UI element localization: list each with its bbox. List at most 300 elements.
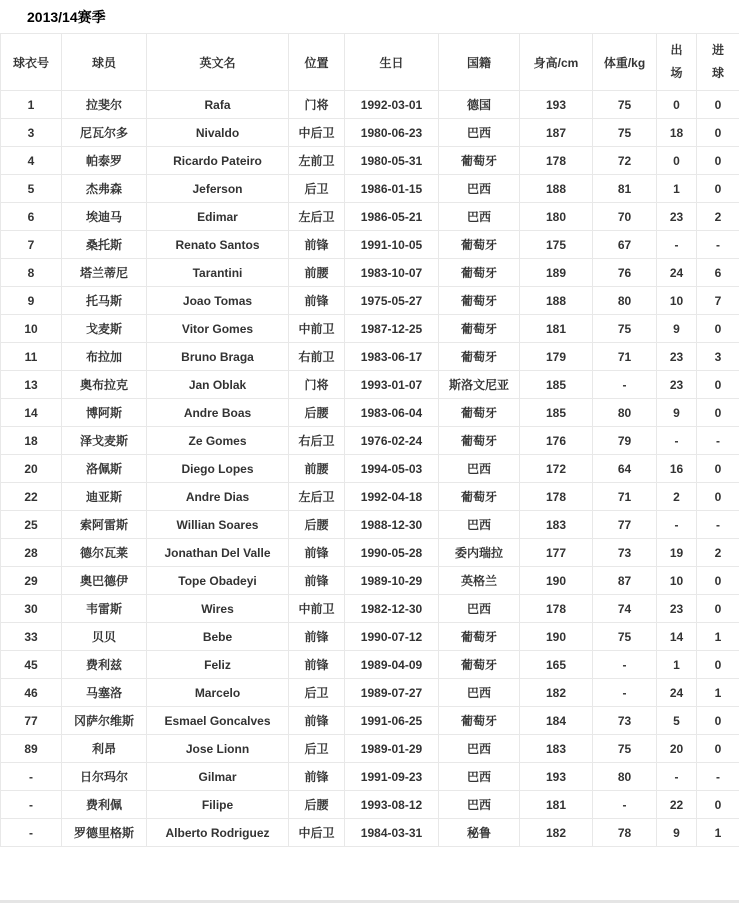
table-row [1, 791, 739, 819]
table-cell: - [697, 511, 739, 539]
table-cell: 英格兰 [439, 567, 520, 595]
table-row [1, 763, 739, 791]
table-row [1, 343, 739, 371]
table-cell: 75 [593, 735, 657, 763]
table-cell: 74 [593, 595, 657, 623]
table-cell: 193 [520, 91, 593, 119]
table-row [1, 651, 739, 679]
table-cell: 1991-09-23 [345, 763, 439, 791]
table-cell: 前锋 [289, 539, 345, 567]
table-row [1, 539, 739, 567]
column-header: 生日 [345, 34, 439, 91]
table-cell: Tarantini [147, 259, 289, 287]
table-cell: 67 [593, 231, 657, 259]
table-cell: 左后卫 [289, 483, 345, 511]
table-cell: 中前卫 [289, 315, 345, 343]
table-cell: 前腰 [289, 455, 345, 483]
table-cell: - [593, 651, 657, 679]
table-cell: 190 [520, 567, 593, 595]
table-cell: 委内瑞拉 [439, 539, 520, 567]
table-cell: 1 [657, 651, 697, 679]
table-cell: 葡萄牙 [439, 483, 520, 511]
table-cell: 183 [520, 735, 593, 763]
table-cell: Andre Boas [147, 399, 289, 427]
table-cell: 70 [593, 203, 657, 231]
page-title: 2013/14赛季 [27, 9, 106, 25]
table-cell: 后腰 [289, 791, 345, 819]
table-cell: 1976-02-24 [345, 427, 439, 455]
table-header-row [1, 34, 739, 91]
table-cell: 19 [657, 539, 697, 567]
table-cell: 葡萄牙 [439, 259, 520, 287]
table-cell: - [697, 231, 739, 259]
table-cell: 葡萄牙 [439, 287, 520, 315]
table-cell: 葡萄牙 [439, 315, 520, 343]
table-cell: Marcelo [147, 679, 289, 707]
table-cell: 洛佩斯 [62, 455, 147, 483]
table-cell: 177 [520, 539, 593, 567]
column-header: 球衣号 [1, 34, 62, 91]
table-row [1, 707, 739, 735]
table-row [1, 147, 739, 175]
table-cell: 184 [520, 707, 593, 735]
table-cell: 1 [657, 175, 697, 203]
table-cell: 0 [697, 455, 739, 483]
squad-table [0, 33, 739, 847]
table-cell: - [697, 427, 739, 455]
table-cell: - [657, 427, 697, 455]
table-cell: 10 [657, 567, 697, 595]
table-cell: 172 [520, 455, 593, 483]
table-row [1, 679, 739, 707]
table-cell: 10 [1, 315, 62, 343]
table-row [1, 735, 739, 763]
table-cell: Filipe [147, 791, 289, 819]
table-cell: 门将 [289, 91, 345, 119]
table-cell: 0 [697, 147, 739, 175]
column-header: 出场 [657, 34, 697, 91]
table-cell: Jeferson [147, 175, 289, 203]
table-cell: 塔兰蒂尼 [62, 259, 147, 287]
table-cell: 1983-06-04 [345, 399, 439, 427]
table-row [1, 203, 739, 231]
table-cell: 30 [1, 595, 62, 623]
table-cell: 24 [657, 679, 697, 707]
table-cell: 1987-12-25 [345, 315, 439, 343]
table-cell: 189 [520, 259, 593, 287]
table-row [1, 315, 739, 343]
table-cell: Renato Santos [147, 231, 289, 259]
table-cell: 0 [697, 567, 739, 595]
table-body [1, 91, 739, 847]
table-cell: Alberto Rodriguez [147, 819, 289, 847]
table-cell: Jose Lionn [147, 735, 289, 763]
column-header: 位置 [289, 34, 345, 91]
table-cell: - [697, 763, 739, 791]
table-cell: 9 [1, 287, 62, 315]
table-cell: 188 [520, 175, 593, 203]
table-cell: 29 [1, 567, 62, 595]
table-cell: 187 [520, 119, 593, 147]
table-cell: 巴西 [439, 119, 520, 147]
table-cell: 22 [1, 483, 62, 511]
table-cell: 0 [697, 399, 739, 427]
table-cell: 185 [520, 371, 593, 399]
table-cell: 1989-10-29 [345, 567, 439, 595]
table-cell: Jonathan Del Valle [147, 539, 289, 567]
table-cell: 右前卫 [289, 343, 345, 371]
table-row [1, 595, 739, 623]
table-cell: 左后卫 [289, 203, 345, 231]
table-cell: 1992-03-01 [345, 91, 439, 119]
table-cell: 16 [657, 455, 697, 483]
table-cell: 87 [593, 567, 657, 595]
table-cell: 葡萄牙 [439, 399, 520, 427]
table-cell: 1983-10-07 [345, 259, 439, 287]
table-cell: Feliz [147, 651, 289, 679]
table-row [1, 259, 739, 287]
table-cell: 73 [593, 707, 657, 735]
table-row [1, 91, 739, 119]
table-cell: 18 [1, 427, 62, 455]
table-cell: 0 [657, 91, 697, 119]
table-cell: 1982-12-30 [345, 595, 439, 623]
table-cell: 76 [593, 259, 657, 287]
table-cell: 23 [657, 595, 697, 623]
table-cell: 1 [1, 91, 62, 119]
table-cell: 0 [697, 791, 739, 819]
table-cell: 前锋 [289, 763, 345, 791]
table-cell: 1991-10-05 [345, 231, 439, 259]
table-cell: 利昂 [62, 735, 147, 763]
table-cell: 23 [657, 203, 697, 231]
table-cell: Andre Dias [147, 483, 289, 511]
table-cell: 博阿斯 [62, 399, 147, 427]
table-cell: 拉斐尔 [62, 91, 147, 119]
table-cell: 13 [1, 371, 62, 399]
table-cell: 布拉加 [62, 343, 147, 371]
table-cell: 75 [593, 119, 657, 147]
column-header: 球员 [62, 34, 147, 91]
table-cell: 185 [520, 399, 593, 427]
table-cell: 0 [697, 91, 739, 119]
table-cell: 奥布拉克 [62, 371, 147, 399]
table-cell: 33 [1, 623, 62, 651]
table-cell: 180 [520, 203, 593, 231]
table-cell: 0 [697, 315, 739, 343]
table-cell: 178 [520, 147, 593, 175]
table-cell: Jan Oblak [147, 371, 289, 399]
table-cell: 3 [697, 343, 739, 371]
table-cell: 费利佩 [62, 791, 147, 819]
table-cell: 中后卫 [289, 819, 345, 847]
table-cell: 1989-04-09 [345, 651, 439, 679]
table-cell: 1990-07-12 [345, 623, 439, 651]
table-cell: 5 [1, 175, 62, 203]
table-cell: 0 [697, 371, 739, 399]
table-cell: - [657, 231, 697, 259]
table-cell: 71 [593, 343, 657, 371]
table-cell: Gilmar [147, 763, 289, 791]
table-cell: Esmael Goncalves [147, 707, 289, 735]
table-cell: 1993-08-12 [345, 791, 439, 819]
table-cell: 182 [520, 819, 593, 847]
table-cell: 1980-05-31 [345, 147, 439, 175]
table-cell: 后卫 [289, 735, 345, 763]
column-header: 国籍 [439, 34, 520, 91]
table-cell: 20 [1, 455, 62, 483]
table-cell: 1993-01-07 [345, 371, 439, 399]
table-cell: 178 [520, 595, 593, 623]
table-cell: 7 [1, 231, 62, 259]
table-cell: Diego Lopes [147, 455, 289, 483]
table-row [1, 427, 739, 455]
table-row [1, 819, 739, 847]
table-cell: Edimar [147, 203, 289, 231]
table-cell: 葡萄牙 [439, 147, 520, 175]
table-cell: Vitor Gomes [147, 315, 289, 343]
table-cell: Tope Obadeyi [147, 567, 289, 595]
table-cell: 巴西 [439, 679, 520, 707]
table-cell: 后腰 [289, 511, 345, 539]
table-cell: 巴西 [439, 455, 520, 483]
table-cell: 前锋 [289, 707, 345, 735]
table-cell: 后卫 [289, 679, 345, 707]
table-cell: 178 [520, 483, 593, 511]
table-cell: 22 [657, 791, 697, 819]
table-cell: 28 [1, 539, 62, 567]
table-row [1, 175, 739, 203]
table-cell: Ze Gomes [147, 427, 289, 455]
table-cell: 23 [657, 371, 697, 399]
table-cell: Rafa [147, 91, 289, 119]
table-cell: 1 [697, 623, 739, 651]
table-cell: 11 [1, 343, 62, 371]
table-cell: 79 [593, 427, 657, 455]
table-cell: - [657, 511, 697, 539]
table-cell: 右后卫 [289, 427, 345, 455]
table-cell: Nivaldo [147, 119, 289, 147]
table-row [1, 399, 739, 427]
table-cell: 前锋 [289, 623, 345, 651]
table-cell: 巴西 [439, 791, 520, 819]
table-cell: 巴西 [439, 595, 520, 623]
table-cell: - [1, 819, 62, 847]
table-cell: 后卫 [289, 175, 345, 203]
table-cell: 77 [593, 511, 657, 539]
table-cell: 韦雷斯 [62, 595, 147, 623]
table-cell: 德尔瓦莱 [62, 539, 147, 567]
table-cell: 泽戈麦斯 [62, 427, 147, 455]
table-cell: 181 [520, 315, 593, 343]
table-header [1, 34, 739, 91]
table-cell: - [657, 763, 697, 791]
table-row [1, 371, 739, 399]
table-cell: - [593, 791, 657, 819]
table-cell: 0 [697, 595, 739, 623]
table-cell: 9 [657, 819, 697, 847]
table-cell: Ricardo Pateiro [147, 147, 289, 175]
table-cell: 1988-12-30 [345, 511, 439, 539]
table-cell: 1980-06-23 [345, 119, 439, 147]
table-cell: 182 [520, 679, 593, 707]
table-cell: 葡萄牙 [439, 343, 520, 371]
table-cell: 1986-05-21 [345, 203, 439, 231]
table-cell: 2 [697, 539, 739, 567]
table-cell: 葡萄牙 [439, 231, 520, 259]
table-cell: 7 [697, 287, 739, 315]
table-cell: 日尔玛尔 [62, 763, 147, 791]
table-cell: 中后卫 [289, 119, 345, 147]
table-cell: Bruno Braga [147, 343, 289, 371]
table-cell: 后腰 [289, 399, 345, 427]
table-cell: 德国 [439, 91, 520, 119]
section-divider [0, 900, 739, 903]
table-cell: 23 [657, 343, 697, 371]
table-cell: 门将 [289, 371, 345, 399]
table-cell: 1989-01-29 [345, 735, 439, 763]
table-cell: 45 [1, 651, 62, 679]
table-cell: 18 [657, 119, 697, 147]
column-header: 身高/cm [520, 34, 593, 91]
table-cell: 89 [1, 735, 62, 763]
table-row [1, 623, 739, 651]
table-row [1, 287, 739, 315]
table-cell: 10 [657, 287, 697, 315]
table-cell: 77 [1, 707, 62, 735]
table-cell: 巴西 [439, 735, 520, 763]
table-cell: 9 [657, 399, 697, 427]
table-cell: 80 [593, 399, 657, 427]
table-cell: 葡萄牙 [439, 623, 520, 651]
table-cell: 费利兹 [62, 651, 147, 679]
table-cell: 葡萄牙 [439, 651, 520, 679]
table-cell: 64 [593, 455, 657, 483]
table-cell: 179 [520, 343, 593, 371]
table-cell: 8 [1, 259, 62, 287]
table-cell: 0 [697, 651, 739, 679]
table-cell: 165 [520, 651, 593, 679]
table-cell: 桑托斯 [62, 231, 147, 259]
table-cell: - [593, 679, 657, 707]
table-cell: 5 [657, 707, 697, 735]
table-cell: 75 [593, 315, 657, 343]
table-cell: 罗德里格斯 [62, 819, 147, 847]
table-row [1, 119, 739, 147]
table-row [1, 567, 739, 595]
table-cell: 前锋 [289, 567, 345, 595]
table-cell: 巴西 [439, 763, 520, 791]
table-cell: 14 [657, 623, 697, 651]
table-cell: 175 [520, 231, 593, 259]
table-cell: Willian Soares [147, 511, 289, 539]
table-cell: 2 [657, 483, 697, 511]
table-cell: 左前卫 [289, 147, 345, 175]
table-cell: 14 [1, 399, 62, 427]
table-cell: 马塞洛 [62, 679, 147, 707]
table-row [1, 231, 739, 259]
table-cell: 1984-03-31 [345, 819, 439, 847]
table-cell: 72 [593, 147, 657, 175]
table-cell: 73 [593, 539, 657, 567]
column-header: 体重/kg [593, 34, 657, 91]
table-cell: 托马斯 [62, 287, 147, 315]
table-cell: 81 [593, 175, 657, 203]
table-cell: 前锋 [289, 231, 345, 259]
table-cell: 6 [1, 203, 62, 231]
table-cell: 1975-05-27 [345, 287, 439, 315]
table-cell: Bebe [147, 623, 289, 651]
table-cell: 秘鲁 [439, 819, 520, 847]
table-cell: 2 [697, 203, 739, 231]
table-cell: 193 [520, 763, 593, 791]
table-cell: - [1, 791, 62, 819]
table-cell: 188 [520, 287, 593, 315]
table-cell: 中前卫 [289, 595, 345, 623]
table-cell: 0 [697, 483, 739, 511]
table-row [1, 511, 739, 539]
table-cell: 1 [697, 679, 739, 707]
table-cell: 176 [520, 427, 593, 455]
table-cell: 4 [1, 147, 62, 175]
table-cell: 巴西 [439, 175, 520, 203]
table-cell: 贝贝 [62, 623, 147, 651]
table-cell: 前锋 [289, 287, 345, 315]
table-cell: 迪亚斯 [62, 483, 147, 511]
table-cell: 1989-07-27 [345, 679, 439, 707]
column-header: 进球 [697, 34, 739, 91]
table-cell: 葡萄牙 [439, 427, 520, 455]
table-cell: 0 [697, 707, 739, 735]
table-cell: Joao Tomas [147, 287, 289, 315]
table-row [1, 455, 739, 483]
table-cell: 0 [697, 175, 739, 203]
table-cell: 戈麦斯 [62, 315, 147, 343]
table-cell: 183 [520, 511, 593, 539]
table-cell: 46 [1, 679, 62, 707]
table-cell: 9 [657, 315, 697, 343]
table-cell: 20 [657, 735, 697, 763]
table-cell: Wires [147, 595, 289, 623]
table-cell: 尼瓦尔多 [62, 119, 147, 147]
table-cell: 80 [593, 763, 657, 791]
table-cell: 帕泰罗 [62, 147, 147, 175]
table-cell: 24 [657, 259, 697, 287]
table-cell: 6 [697, 259, 739, 287]
table-cell: - [593, 371, 657, 399]
table-cell: 25 [1, 511, 62, 539]
table-cell: 1994-05-03 [345, 455, 439, 483]
table-cell: 索阿雷斯 [62, 511, 147, 539]
table-cell: 80 [593, 287, 657, 315]
table-cell: 前腰 [289, 259, 345, 287]
table-cell: 冈萨尔维斯 [62, 707, 147, 735]
table-cell: 0 [697, 735, 739, 763]
table-cell: 1991-06-25 [345, 707, 439, 735]
table-cell: 190 [520, 623, 593, 651]
table-cell: 埃迪马 [62, 203, 147, 231]
table-cell: 前锋 [289, 651, 345, 679]
table-cell: 1 [697, 819, 739, 847]
table-cell: 巴西 [439, 203, 520, 231]
column-header: 英文名 [147, 34, 289, 91]
table-cell: 75 [593, 91, 657, 119]
table-cell: 1983-06-17 [345, 343, 439, 371]
table-cell: 181 [520, 791, 593, 819]
table-cell: 1986-01-15 [345, 175, 439, 203]
table-cell: 葡萄牙 [439, 707, 520, 735]
table-cell: 0 [657, 147, 697, 175]
